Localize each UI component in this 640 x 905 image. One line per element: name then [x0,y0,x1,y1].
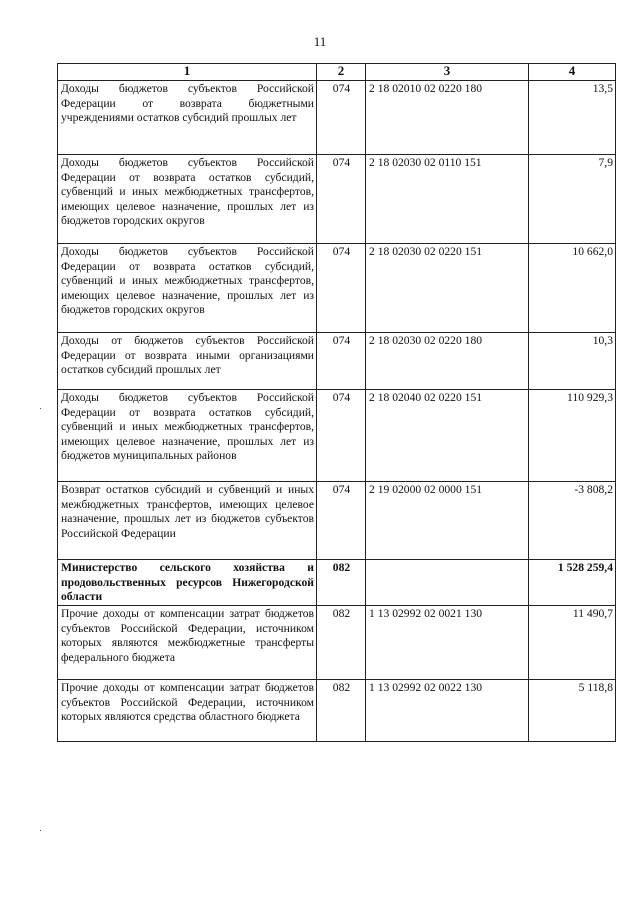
row-admin-code-cell: 074 [317,81,366,155]
table-row [58,606,616,680]
row-amount-cell: -3 808,2 [529,482,616,560]
row-name-cell: Прочие доходы от компенсации затрат бюджетов субъектов Российской Федерации, источником которых являются средства областного бюджета [58,680,317,742]
row-kbk-cell: 2 18 02040 02 0220 151 [366,390,529,482]
department-admin-code-cell: 082 [317,560,366,606]
column-header-kbk: 3 [366,64,529,81]
scan-speck [40,408,41,409]
row-name-cell: Доходы бюджетов субъектов Российской Федерации от возврата остатков субсидий, субвенций и иных межбюджетных трансфертов, имеющих целевое назначение, прошлых лет из бюджетов городских округов [58,155,317,244]
row-amount-cell: 110 929,3 [529,390,616,482]
row-kbk-cell: 2 18 02030 02 0220 151 [366,244,529,333]
row-kbk-cell: 2 18 02030 02 0220 180 [366,333,529,390]
table-row [58,390,616,482]
row-name-cell: Прочие доходы от компенсации затрат бюджетов субъектов Российской Федерации, источником которых являются межбюджетные трансферты федерального бюджета [58,606,317,680]
row-kbk-cell: 2 18 02030 02 0110 151 [366,155,529,244]
department-name-cell: Министерство сельского хозяйства и продовольственных ресурсов Нижегородской области [58,560,317,606]
row-amount-cell: 11 490,7 [529,606,616,680]
table-row [58,155,616,244]
row-kbk-cell: 1 13 02992 02 0022 130 [366,680,529,742]
page-number: 11 [313,34,327,49]
row-admin-code-cell: 074 [317,482,366,560]
row-amount-cell: 5 118,8 [529,680,616,742]
department-kbk-cell [366,560,529,606]
scan-speck [40,830,41,831]
table-row [58,244,616,333]
row-kbk-cell: 2 19 02000 02 0000 151 [366,482,529,560]
row-kbk-cell: 2 18 02010 02 0220 180 [366,81,529,155]
budget-revenue-table [57,63,616,742]
table-row [58,333,616,390]
table-row-department [58,560,616,606]
row-admin-code-cell: 082 [317,606,366,680]
row-name-cell: Возврат остатков субсидий и субвенций и иных межбюджетных трансфертов, имеющих целевое назначение, прошлых лет из бюджетов субъектов Российской Федерации [58,482,317,560]
table-row [58,680,616,742]
row-admin-code-cell: 082 [317,680,366,742]
table-row [58,482,616,560]
table-header-row [58,64,616,81]
column-header-name: 1 [58,64,317,81]
column-header-amount: 4 [529,64,616,81]
row-amount-cell: 10 662,0 [529,244,616,333]
row-amount-cell: 10,3 [529,333,616,390]
row-amount-cell: 7,9 [529,155,616,244]
row-admin-code-cell: 074 [317,244,366,333]
column-header-admin-code: 2 [317,64,366,81]
row-admin-code-cell: 074 [317,390,366,482]
row-name-cell: Доходы от бюджетов субъектов Российской Федерации от возврата иными организациями остатков субсидий прошлых лет [58,333,317,390]
department-total-cell: 1 528 259,4 [529,560,616,606]
row-name-cell: Доходы бюджетов субъектов Российской Федерации от возврата бюджетными учреждениями остатков субсидий прошлых лет [58,81,317,155]
row-name-cell: Доходы бюджетов субъектов Российской Федерации от возврата остатков субсидий, субвенций и иных межбюджетных трансфертов, имеющих целевое назначение, прошлых лет из бюджетов муниципальных районов [58,390,317,482]
row-admin-code-cell: 074 [317,333,366,390]
row-amount-cell: 13,5 [529,81,616,155]
row-admin-code-cell: 074 [317,155,366,244]
table-row [58,81,616,155]
row-name-cell: Доходы бюджетов субъектов Российской Федерации от возврата остатков субсидий, субвенций и иных межбюджетных трансфертов, имеющих целевое назначение, прошлых лет из бюджетов городских округов [58,244,317,333]
row-kbk-cell: 1 13 02992 02 0021 130 [366,606,529,680]
